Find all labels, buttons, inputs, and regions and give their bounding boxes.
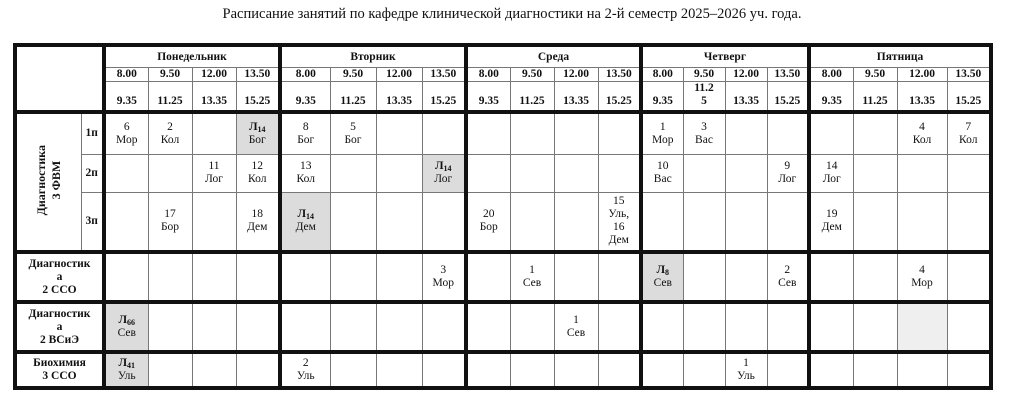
schedule-cell	[767, 302, 809, 352]
schedule-cell	[236, 192, 280, 252]
schedule-cell	[725, 154, 767, 192]
schedule-cell	[466, 352, 510, 388]
slot-start-time: 12.00	[376, 68, 422, 82]
slot-start-time: 12.00	[897, 68, 947, 82]
schedule-cell	[897, 192, 947, 252]
teacher-abbr: Уль	[737, 370, 755, 382]
schedule-cell	[683, 252, 725, 302]
schedule-cell	[683, 112, 725, 154]
slot-start-time: 8.00	[104, 68, 148, 82]
lesson-number: $Л_{14}$	[248, 120, 266, 134]
schedule-cell	[641, 352, 683, 388]
schedule-cell	[725, 352, 767, 388]
schedule-cell	[554, 112, 598, 154]
teacher-abbr: Бог	[344, 133, 362, 146]
schedule-cell	[148, 154, 192, 192]
slot-end-time: 11.25	[148, 82, 192, 113]
teacher-abbr: Кол	[912, 133, 932, 146]
lesson-number: 1	[743, 357, 749, 369]
teacher-abbr: Дем	[247, 221, 268, 234]
day-header-row	[15, 45, 991, 68]
teacher-abbr: Бор	[479, 221, 498, 234]
schedule-cell	[466, 154, 510, 192]
schedule-cell	[598, 302, 641, 352]
slot-start-time: 8.00	[641, 68, 683, 82]
schedule-cell	[510, 154, 554, 192]
slot-end-time: 13.35	[554, 82, 598, 113]
schedule-cell	[641, 252, 683, 302]
lesson-number: 20	[483, 208, 495, 221]
schedule-row-d2vsie	[15, 302, 991, 352]
schedule-table	[13, 43, 993, 390]
teacher-abbr: Сев	[566, 327, 586, 339]
slot-start-time: 8.00	[466, 68, 510, 82]
schedule-cell	[725, 112, 767, 154]
schedule-cell	[466, 302, 510, 352]
lesson-number: 17	[164, 208, 176, 221]
slot-start-time: 9.50	[510, 68, 554, 82]
schedule-cell	[192, 352, 236, 388]
slot-end-time: 13.35	[192, 82, 236, 113]
schedule-cell	[422, 352, 466, 388]
schedule-cell	[422, 154, 466, 192]
schedule-cell	[767, 352, 809, 388]
schedule-cell	[598, 252, 641, 302]
group-label	[15, 112, 81, 252]
schedule-cell	[280, 302, 330, 352]
slot-end-time: 13.35	[897, 82, 947, 113]
schedule-cell	[809, 154, 853, 192]
teacher-abbr: Лог	[434, 173, 453, 185]
schedule-cell	[897, 154, 947, 192]
schedule-cell	[853, 112, 897, 154]
slot-start-time: 8.00	[809, 68, 853, 82]
schedule-cell	[192, 252, 236, 302]
time-end-row	[15, 82, 991, 113]
schedule-cell	[598, 192, 641, 252]
schedule-cell	[767, 112, 809, 154]
schedule-cell	[809, 112, 853, 154]
teacher-abbr: Вас	[653, 173, 672, 185]
group-label-text: Диагностика 3 ФВМ	[33, 144, 63, 216]
schedule-cell	[767, 252, 809, 302]
schedule-cell	[554, 192, 598, 252]
slot-start-time: 13.50	[422, 68, 466, 82]
schedule-cell	[104, 302, 148, 352]
schedule-cell	[376, 302, 422, 352]
teacher-abbr: Лог	[205, 173, 223, 185]
schedule-cell	[148, 192, 192, 252]
lesson-number: 9	[784, 160, 791, 172]
day-header: Пятница	[809, 45, 991, 68]
schedule-cell	[466, 192, 510, 252]
schedule-cell	[330, 302, 376, 352]
schedule-cell	[725, 302, 767, 352]
teacher-abbr: Уль	[117, 370, 136, 382]
lesson-number: $Л_{14}$	[434, 160, 452, 173]
slot-end-time: 13.35	[725, 82, 767, 113]
schedule-cell	[683, 192, 725, 252]
lesson-number: 4	[919, 264, 925, 276]
lesson-number: 11	[208, 160, 220, 172]
schedule-cell	[897, 302, 947, 352]
lesson-number: 2	[167, 120, 173, 133]
lesson-number: 10	[657, 160, 669, 172]
schedule-cell	[148, 112, 192, 154]
lesson-number: 1	[573, 314, 579, 326]
schedule-cell	[148, 302, 192, 352]
schedule-cell	[376, 352, 422, 388]
schedule-cell	[510, 192, 554, 252]
schedule-cell	[376, 154, 422, 192]
teacher-abbr: Сев	[778, 277, 797, 289]
slot-start-time: 13.50	[598, 68, 641, 82]
slot-end-time: 11.25	[330, 82, 376, 113]
slot-end-time: 13.35	[376, 82, 422, 113]
schedule-cell	[809, 302, 853, 352]
day-header: Четверг	[641, 45, 809, 68]
schedule-cell	[376, 192, 422, 252]
schedule-cell	[853, 352, 897, 388]
schedule-row-bio3sso	[15, 352, 991, 388]
time-start-row	[15, 68, 991, 82]
schedule-cell	[853, 154, 897, 192]
schedule-cell	[236, 154, 280, 192]
schedule-cell	[330, 192, 376, 252]
schedule-cell	[767, 192, 809, 252]
teacher-abbr: Кол	[296, 173, 315, 185]
schedule-cell	[853, 192, 897, 252]
slot-start-time: 13.50	[947, 68, 991, 82]
schedule-cell	[947, 112, 991, 154]
schedule-cell	[330, 154, 376, 192]
schedule-cell	[725, 192, 767, 252]
slot-start-time: 13.50	[767, 68, 809, 82]
teacher-abbr: Лог	[822, 173, 841, 185]
schedule-cell	[280, 252, 330, 302]
schedule-cell	[809, 252, 853, 302]
schedule-cell	[376, 112, 422, 154]
teacher-abbr: Сев	[117, 327, 136, 339]
lesson-number: $Л_{41}$	[118, 357, 136, 370]
group-label: Диагностик а 2 ССО	[15, 252, 104, 302]
schedule-cell	[897, 252, 947, 302]
teacher-abbr: Бог	[248, 133, 266, 146]
schedule-cell	[554, 302, 598, 352]
teacher-abbr: Сев	[522, 277, 542, 289]
slot-end-time: 15.25	[767, 82, 809, 113]
lesson-number: 3	[701, 120, 707, 133]
schedule-cell	[422, 192, 466, 252]
slot-end-time: 9.35	[809, 82, 853, 113]
schedule-cell	[510, 352, 554, 388]
slot-end-time: 9.35	[280, 82, 330, 113]
lesson-number: 6	[123, 120, 130, 133]
schedule-cell	[236, 112, 280, 154]
lesson-number: 2	[302, 357, 309, 369]
schedule-cell	[947, 192, 991, 252]
slot-end-time: 15.25	[236, 82, 280, 113]
schedule-cell	[280, 352, 330, 388]
slot-start-time: 9.50	[683, 68, 725, 82]
lesson-number: 5	[350, 120, 356, 133]
slot-start-time: 9.50	[853, 68, 897, 82]
schedule-cell	[236, 302, 280, 352]
lesson-number: 12	[251, 160, 263, 172]
schedule-cell	[422, 112, 466, 154]
slot-start-time: 9.50	[330, 68, 376, 82]
teacher-abbr: Мор	[116, 133, 138, 146]
slot-start-time: 12.00	[554, 68, 598, 82]
slot-end-time: 11.25	[510, 82, 554, 113]
schedule-cell	[104, 352, 148, 388]
slot-end-time: 11.2 5	[683, 82, 725, 113]
day-header: Понедельник	[104, 45, 280, 68]
schedule-cell	[947, 154, 991, 192]
schedule-cell	[641, 112, 683, 154]
day-header: Вторник	[280, 45, 466, 68]
slot-start-time: 13.50	[236, 68, 280, 82]
lesson-number: 14	[826, 160, 838, 172]
schedule-cell	[466, 112, 510, 154]
schedule-cell	[280, 192, 330, 252]
teacher-abbr: Кол	[160, 133, 180, 146]
lesson-number: 2	[784, 264, 791, 276]
lesson-number: 19	[826, 208, 838, 221]
schedule-cell	[510, 252, 554, 302]
teacher-abbr: Уль,	[608, 208, 630, 221]
schedule-cell	[236, 352, 280, 388]
lesson-number: 18	[251, 208, 263, 221]
subgroup-label: 3п	[81, 192, 104, 252]
schedule-cell	[192, 192, 236, 252]
schedule-cell	[330, 352, 376, 388]
schedule-cell	[554, 252, 598, 302]
schedule-cell	[192, 302, 236, 352]
schedule-cell	[148, 252, 192, 302]
schedule-cell	[767, 154, 809, 192]
corner-cell	[15, 45, 104, 112]
slot-start-time: 8.00	[280, 68, 330, 82]
schedule-cell	[280, 154, 330, 192]
lesson-number: 13	[300, 160, 312, 172]
lesson-number: 1	[659, 120, 666, 133]
schedule-cell	[947, 352, 991, 388]
schedule-cell	[376, 252, 422, 302]
schedule-cell	[330, 112, 376, 154]
teacher-abbr: Уль	[296, 370, 315, 382]
slot-end-time: 15.25	[598, 82, 641, 113]
schedule-cell	[192, 154, 236, 192]
teacher-abbr: Мор	[652, 133, 674, 146]
schedule-cell	[280, 112, 330, 154]
teacher-abbr: Бор	[160, 221, 180, 234]
schedule-cell	[104, 192, 148, 252]
schedule-cell	[236, 252, 280, 302]
schedule-cell	[554, 352, 598, 388]
schedule-cell	[853, 302, 897, 352]
teacher-abbr: Кол	[959, 133, 978, 146]
subgroup-label: 1п	[81, 112, 104, 154]
teacher-abbr: Дем	[295, 221, 316, 234]
schedule-row-fvm-1p	[15, 112, 991, 154]
lesson-number: 4	[919, 120, 925, 133]
schedule-cell	[598, 112, 641, 154]
schedule-cell	[104, 252, 148, 302]
schedule-cell	[947, 302, 991, 352]
schedule-row-fvm-3p	[15, 192, 991, 252]
schedule-cell	[947, 252, 991, 302]
schedule-cell	[598, 154, 641, 192]
teacher-abbr: Мор	[911, 277, 933, 289]
schedule-row-fvm-2p	[15, 154, 991, 192]
schedule-cell	[809, 352, 853, 388]
teacher-abbr: Вас	[695, 133, 713, 146]
schedule-cell	[725, 252, 767, 302]
lesson-number: 3	[440, 264, 447, 276]
slot-start-time: 12.00	[192, 68, 236, 82]
schedule-cell	[510, 112, 554, 154]
schedule-cell	[683, 352, 725, 388]
lesson-number: $Л_8$	[656, 264, 670, 277]
lesson-number: 7	[965, 120, 972, 133]
schedule-cell	[641, 192, 683, 252]
schedule-cell	[809, 192, 853, 252]
teacher-abbr: Дем	[821, 221, 842, 234]
lesson-number: 16	[613, 221, 625, 234]
slot-end-time: 15.25	[947, 82, 991, 113]
schedule-cell	[422, 252, 466, 302]
schedule-cell	[683, 154, 725, 192]
schedule-row-d2sso	[15, 252, 991, 302]
schedule-cell	[554, 154, 598, 192]
page-title: Расписание занятий по кафедре клинической диагностики на 2-й семестр 2025–2026 уч. года.	[222, 6, 802, 22]
schedule-cell	[897, 112, 947, 154]
schedule-cell	[104, 154, 148, 192]
schedule-cell	[148, 352, 192, 388]
schedule-cell	[510, 302, 554, 352]
schedule-cell	[853, 252, 897, 302]
schedule-cell	[641, 154, 683, 192]
lesson-number: $Л_{14}$	[297, 208, 315, 222]
schedule-cell	[192, 112, 236, 154]
teacher-abbr: Кол	[248, 173, 267, 185]
group-label: Биохимия 3 ССО	[15, 352, 104, 388]
schedule-cell	[466, 252, 510, 302]
teacher-abbr: Дем	[608, 234, 629, 247]
slot-end-time: 11.25	[853, 82, 897, 113]
slot-start-time: 12.00	[725, 68, 767, 82]
schedule-cell	[104, 112, 148, 154]
day-header: Среда	[466, 45, 641, 68]
schedule-cell	[598, 352, 641, 388]
schedule-cell	[330, 252, 376, 302]
schedule-cell	[641, 302, 683, 352]
slot-end-time: 15.25	[422, 82, 466, 113]
lesson-number: 15	[613, 195, 625, 208]
teacher-abbr: Бог	[297, 133, 315, 146]
slot-end-time: 9.35	[466, 82, 510, 113]
lesson-number: $Л_{66}$	[118, 314, 136, 327]
slot-end-time: 9.35	[104, 82, 148, 113]
teacher-abbr: Сев	[653, 277, 672, 289]
slot-start-time: 9.50	[148, 68, 192, 82]
lesson-number: 8	[302, 120, 309, 133]
schedule-cell	[422, 302, 466, 352]
teacher-abbr: Мор	[432, 277, 454, 289]
lesson-number: 1	[529, 264, 535, 276]
schedule-cell	[683, 302, 725, 352]
teacher-abbr: Лог	[778, 173, 797, 185]
group-label: Диагностик а 2 ВСиЭ	[15, 302, 104, 352]
subgroup-label: 2п	[81, 154, 104, 192]
schedule-cell	[897, 352, 947, 388]
slot-end-time: 9.35	[641, 82, 683, 113]
